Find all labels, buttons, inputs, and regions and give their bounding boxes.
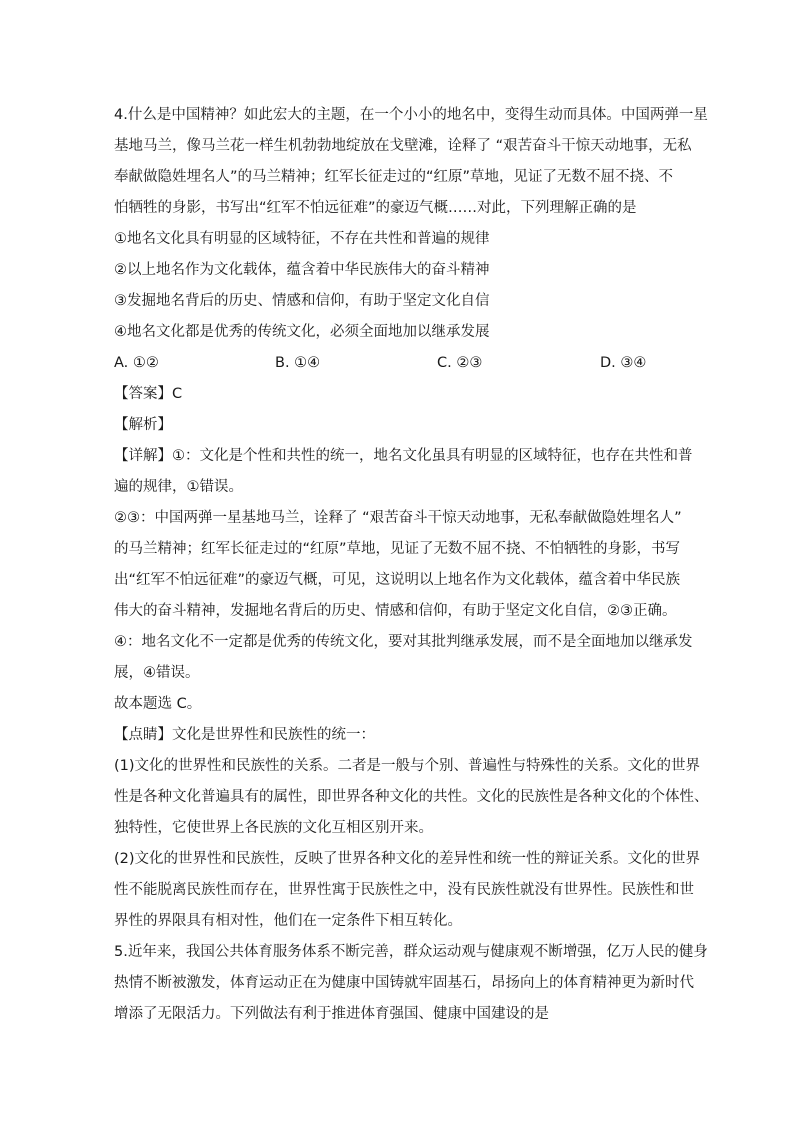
question-stem-line: 5.近年来，我国公共体育服务体系不断完善，群众运动观与健康观不断增强，亿万人民的健身 — [114, 944, 708, 960]
statement-2: ②以上地名作为文化载体，蕴含着中华民族伟大的奋斗精神 — [114, 262, 490, 278]
detail-line: 出“红军不怕远征难”的豪迈气概，可见，这说明以上地名作为文化载体，蕴含着中华民族 — [114, 572, 681, 588]
document-content — [114, 100, 709, 1030]
question-stem-line: 热情不断被激发，体育运动正在为健康中国铸就牢固基石，昂扬向上的体育精神更为新时代 — [114, 975, 694, 991]
tip-line: 独特性，它使世界上各民族的文化互相区别开来。 — [114, 820, 433, 836]
statement-1: ①地名文化具有明显的区域特征，不存在共性和普遍的规律 — [114, 231, 490, 247]
detail-line: 的马兰精神；红军长征走过的“红原”草地，见证了无数不屈不挠、不怕牺牲的身影，书写 — [114, 541, 681, 557]
detail-line: ④：地名文化不一定都是优秀的传统文化，要对其批判继承发展，而不是全面地加以继承发 — [114, 634, 693, 650]
question-4 — [114, 100, 709, 937]
option-d: D. ③④ — [600, 355, 647, 371]
answer-line — [114, 379, 684, 410]
question-stem-line: 4.什么是中国精神？如此宏大的主题，在一个小小的地名中，变得生动而具体。中国两弹一星 — [114, 107, 708, 123]
answer-label: 【答案】 — [114, 386, 172, 402]
question-stem-line: 奉献做隐姓埋名人”的马兰精神；红军长征走过的“红原”草地，见证了无数不屈不挠、不 — [114, 169, 674, 185]
statement-3: ③发掘地名背后的历史、情感和信仰，有助于坚定文化自信 — [114, 293, 490, 309]
question-stem-line: 基地马兰，像马兰花一样生机勃勃地绽放在戈壁滩，诠释了 “艰苦奋斗干惊天动地事，无私 — [114, 138, 692, 154]
tip-line: (2)文化的世界性和民族性，反映了世界各种文化的差异性和统一性的辩证关系。文化的世界 — [114, 851, 701, 867]
statement-4: ④地名文化都是优秀的传统文化，必须全面地加以继承发展 — [114, 324, 490, 340]
detail-line: 【详解】①：文化是个性和共性的统一，地名文化虽具有明显的区域特征，也存在共性和普 — [114, 448, 693, 464]
tip-line: 界性的界限具有相对性，他们在一定条件下相互转化。 — [114, 913, 462, 929]
question-stem-line: 增添了无限活力。下列做法有利于推进体育强国、健康中国建设的是 — [114, 1006, 549, 1022]
detail-line: 展，④错误。 — [114, 665, 200, 681]
detail-line: 遍的规律，①错误。 — [114, 479, 243, 495]
tip-line: (1)文化的世界性和民族性的关系。二者是一般与个别、普遍性与特殊性的关系。文化的世界 — [114, 758, 701, 774]
question-stem-line: 怕牺牲的身影，书写出“红军不怕远征难”的豪迈气概……对此，下列理解正确的是 — [114, 200, 637, 216]
detail-line: 伟大的奋斗精神，发掘地名背后的历史、情感和信仰，有助于坚定文化自信，②③正确。 — [114, 603, 677, 619]
tip-line: 性不能脱离民族性而存在，世界性寓于民族性之中，没有民族性就没有世界性。民族性和世 — [114, 882, 694, 898]
answer-value: C — [172, 386, 183, 402]
detail-line: ②③：中国两弹一星基地马兰，诠释了 “艰苦奋斗干惊天动地事，无私奉献做隐姓埋名人” — [114, 510, 682, 526]
option-a: A. ①② — [114, 355, 159, 371]
tip-line: 【点睛】文化是世界性和民族性的统一： — [114, 727, 375, 743]
detail-line: 故本题选 C。 — [114, 696, 202, 712]
analysis-label: 【解析】 — [114, 417, 172, 433]
option-b: B. ①④ — [275, 355, 321, 371]
question-5 — [114, 937, 708, 1030]
tip-line: 性是各种文化普遍具有的属性，即世界各种文化的共性。文化的民族性是各种文化的个体性、 — [114, 789, 709, 805]
answer-options — [114, 348, 684, 379]
option-c: C. ②③ — [437, 355, 483, 371]
